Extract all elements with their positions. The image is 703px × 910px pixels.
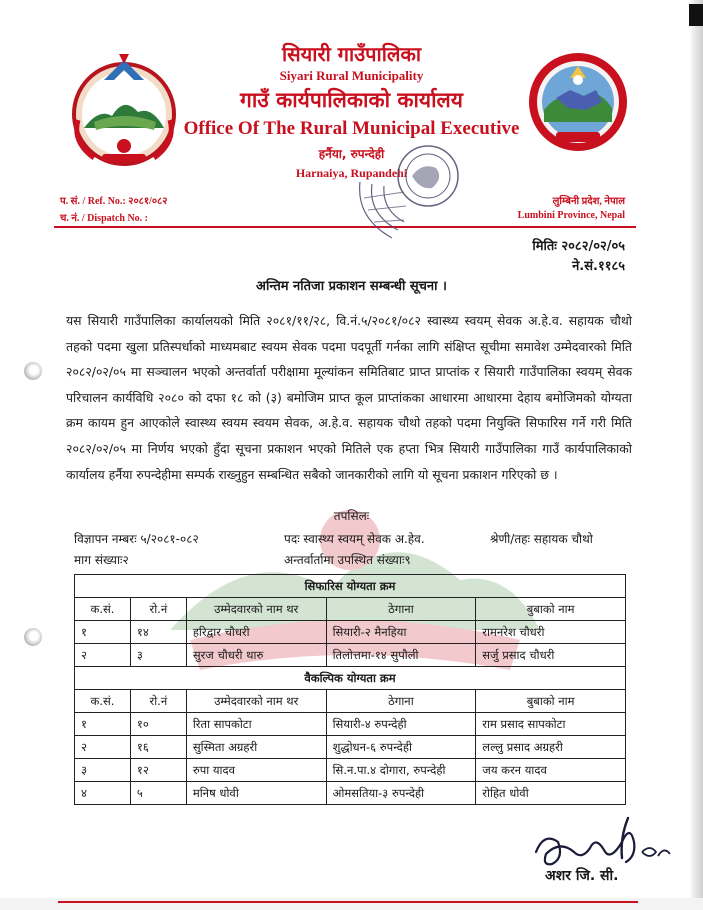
cell-name: रिता सापकोटा xyxy=(186,713,326,736)
cell-roll: ३ xyxy=(130,644,186,667)
footer-divider xyxy=(58,901,638,903)
cell-address: सियारी-४ रुपन्देही xyxy=(326,713,476,736)
column-header-father: बुबाको नाम xyxy=(476,690,626,713)
cell-name: सुस्मिता अग्रहरी xyxy=(186,736,326,759)
table-row xyxy=(75,644,626,667)
post-level: श्रेणी/तहः सहायक चौथो xyxy=(490,532,593,546)
present-count: अन्तर्वार्तामा उपस्थित संख्याः९ xyxy=(284,553,411,567)
cell-serial: २ xyxy=(75,736,131,759)
cell-serial: २ xyxy=(75,644,131,667)
recommended-section-row xyxy=(75,575,626,598)
cell-address: ओमसतिया-३ रुपन्देही xyxy=(326,782,476,805)
alternate-section-title: वैकल्पिक योग्यता क्रम xyxy=(75,667,626,690)
recommended-section-title: सिफारिस योग्यता क्रम xyxy=(75,575,626,598)
punch-hole-upper xyxy=(24,362,42,380)
table-row xyxy=(75,621,626,644)
reference-number: प. सं. / Ref. No.: २०८१/०८२ xyxy=(60,196,168,207)
column-header-father: बुबाको नाम xyxy=(476,598,626,621)
header-divider xyxy=(54,226,636,228)
notice-body: यस सियारी गाउँपालिका कार्यालयको मिति २०८१/११/२८, वि.नं.५/२०८१/०८२ स्वास्थ्य स्वयम् सेवक अ.हे.व. सहायक चौथो तहको पदमा खुला प्रतिस्पर्धाको माध्यमबाट स्वयम सेवक पदमा पदपूर्ती गर्नका लागि संक्षिप्त सूचीमा समावेश उम्मेदवारको मिति २०८२/०२/०५ मा सञ्चालन भएको अन्तर्वार्ता परीक्षामा मूल्यांकन समितिबाट प्राप्त प्राप्तांक र सियारी गाउँपालिका स्वयम् सेवक परिचालन कार्यविधि २०८० को दफा १८ को (३) बमोजिम प्राप्त कूल प्राप्तांकका आधारमा आधारमा देहाय बमोजिमको योग्यता क्रम कायम हुन आएकोले स्वास्थ्य स्वयम स्वयम सेवक, अ.हे.व. सहायक चौथो तहको पदमा नियुक्ति सिफारिस गर्ने गरी मिति २०८२/०२/०५ मा निर्णय भएको हुँदा सूचना प्रकाशन भएको मितिले एक हप्ता भित्र सियारी गाउँपालिका गाउँ कार्यपालिकाको कार्यालय हर्नैया रुपन्देहीमा सम्पर्क राख्नुहुन सम्बन्धित सबैको जानकारीको लागि यो सूचना प्रकाशन गरिएको छ । xyxy=(66,313,632,482)
cell-serial: १ xyxy=(75,713,131,736)
schedule-heading: तपसिलः xyxy=(333,509,370,523)
punch-hole-lower xyxy=(24,628,42,646)
table-row xyxy=(75,736,626,759)
column-header-address: ठेगाना xyxy=(326,598,476,621)
cell-father: राम प्रसाद सापकोटा xyxy=(476,713,626,736)
column-header-roll: रो.नं xyxy=(130,598,186,621)
province-np: लुम्बिनी प्रदेश, नेपाल xyxy=(552,196,625,207)
notice-title: अन्तिम नतिजा प्रकाशन सम्बन्धी सूचना । xyxy=(256,279,447,294)
cell-roll: १० xyxy=(130,713,186,736)
column-header-name: उम्मेदवारको नाम थर xyxy=(186,598,326,621)
cell-address: तिलोत्तमा-१४ सुपौली xyxy=(326,644,476,667)
cell-address: सि.न.पा.४ दोगारा, रुपन्देही xyxy=(326,759,476,782)
results-table xyxy=(74,574,626,805)
column-header-roll: रो.नं xyxy=(130,690,186,713)
cell-name: मनिष धोवी xyxy=(186,782,326,805)
province-en: Lumbini Province, Nepal xyxy=(517,210,625,221)
municipality-name-np: सियारी गाउँपालिका xyxy=(281,42,422,66)
cell-father: रोहित धोवी xyxy=(476,782,626,805)
office-seal-stamp-icon xyxy=(352,138,470,248)
notice-date: मितिः २०८२/०२/०५ xyxy=(532,239,625,254)
cell-roll: १४ xyxy=(130,621,186,644)
cell-roll: १६ xyxy=(130,736,186,759)
advertisement-number: विज्ञापन नम्बरः ५/२०८१-०८२ xyxy=(74,532,199,546)
cell-name: सुरज चौधरी थारु xyxy=(186,644,326,667)
table-header-row xyxy=(75,598,626,621)
cell-name: रुपा यादव xyxy=(186,759,326,782)
cell-address: शुद्धोधन-६ रुपन्देही xyxy=(326,736,476,759)
column-header-name: उम्मेदवारको नाम थर xyxy=(186,690,326,713)
signature-icon xyxy=(530,812,680,898)
cell-roll: १२ xyxy=(130,759,186,782)
notice-serial-number: ने.सं.११८५ xyxy=(572,259,625,274)
table-row xyxy=(75,782,626,805)
table-row xyxy=(75,759,626,782)
location-en: Harnaiya, Rupandehi xyxy=(295,166,408,180)
cell-serial: ३ xyxy=(75,759,131,782)
cell-address: सियारी-२ मैनहिया xyxy=(326,621,476,644)
cell-serial: ४ xyxy=(75,782,131,805)
table-header-row xyxy=(75,690,626,713)
municipality-name-en: Siyari Rural Municipality xyxy=(279,68,424,83)
office-name-np: गाउँ कार्यपालिकाको कार्यालय xyxy=(240,88,463,112)
cell-serial: १ xyxy=(75,621,131,644)
dispatch-number: च. नं. / Dispatch No. : xyxy=(60,213,149,224)
post-name: पदः स्वास्थ्य स्वयम् सेवक अ.हेव. xyxy=(284,532,425,546)
signatory-name: अशर जि. सी. xyxy=(545,868,619,884)
cell-father: जय करन यादव xyxy=(476,759,626,782)
location-np: हर्नैया, रुपन्देही xyxy=(318,147,385,161)
page-bottom-strip xyxy=(0,898,703,910)
column-header-serial: क.सं. xyxy=(75,690,131,713)
scan-corner-mark xyxy=(689,4,703,26)
cell-father: रामनरेश चौधरी xyxy=(476,621,626,644)
table-row xyxy=(75,713,626,736)
cell-father: सर्जु प्रसाद चौधरी xyxy=(476,644,626,667)
alternate-section-row xyxy=(75,667,626,690)
cell-name: हरिद्वार चौधरी xyxy=(186,621,326,644)
column-header-serial: क.सं. xyxy=(75,598,131,621)
demand-count: माग संख्याः२ xyxy=(74,553,129,567)
cell-roll: ५ xyxy=(130,782,186,805)
column-header-address: ठेगाना xyxy=(326,690,476,713)
office-name-en: Office Of The Rural Municipal Executive xyxy=(183,118,520,139)
cell-father: लल्लु प्रसाद अग्रहरी xyxy=(476,736,626,759)
